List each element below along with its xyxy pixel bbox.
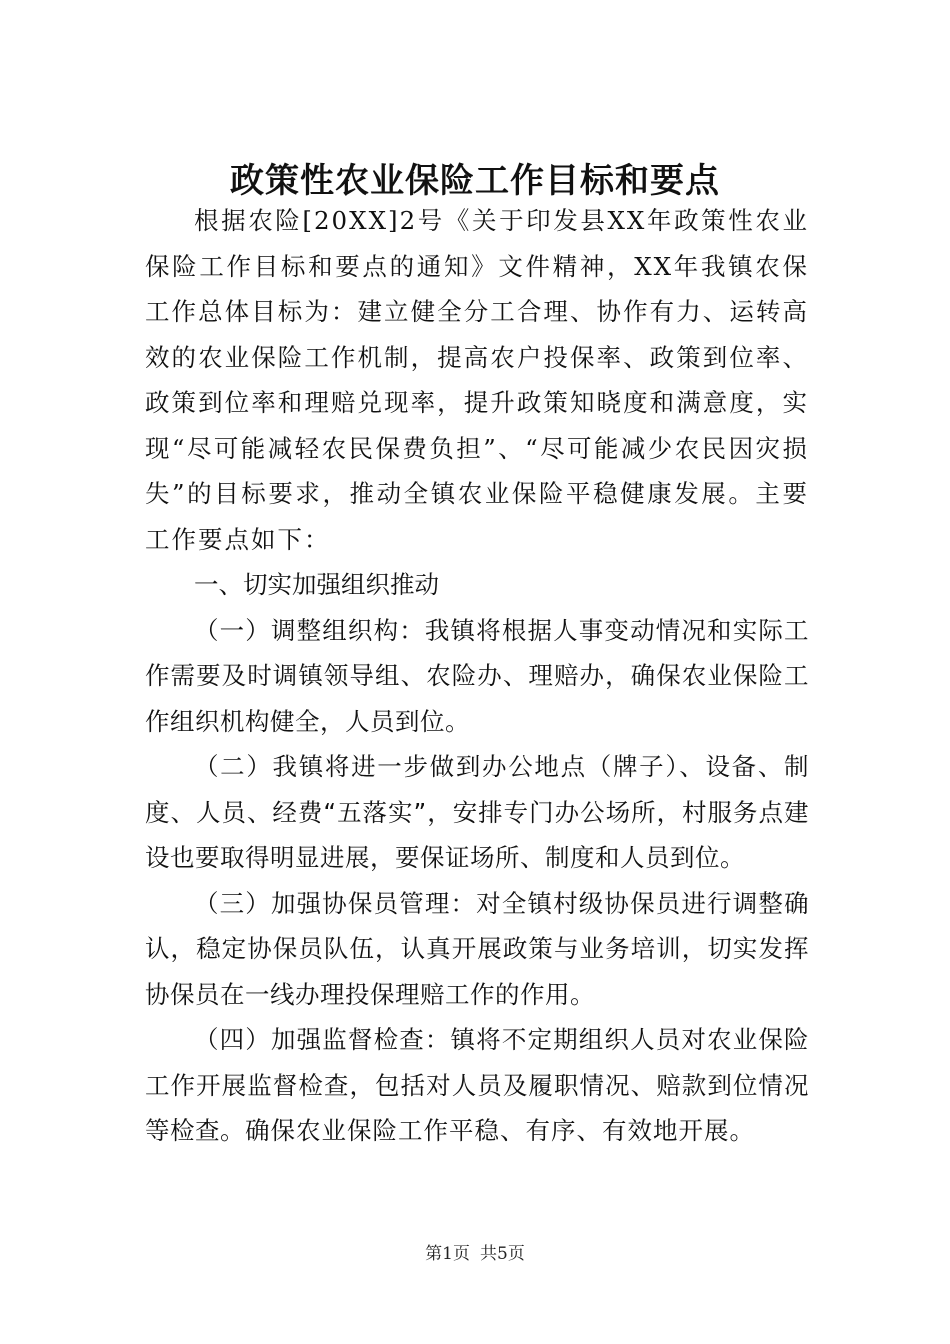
page-footer xyxy=(0,1242,950,1266)
section-heading-1: 一、切实加强组织推动 xyxy=(194,570,439,599)
item-paragraph-4-main: （四）加强监督检查：镇将不定期组织人员对农业保险工作开展监督检查，包括对人员及履职情况、赔款到位情况等检查。 xyxy=(145,1025,809,1145)
item-paragraph-4-tail: 确保农业保险工作平稳、有序、有效地开展。 xyxy=(245,1116,755,1145)
page-number-current: 第1页 xyxy=(425,1244,470,1264)
item-paragraph-1: （一）调整组织构：我镇将根据人事变动情况和实际工作需要及时调镇领导组、农险办、理赔办，确保农业保险工作组织机构健全，人员到位。 xyxy=(145,615,809,736)
page-number-total: 共5页 xyxy=(480,1244,525,1264)
item-paragraph-4 xyxy=(145,1017,809,1154)
document-body xyxy=(145,198,809,1154)
document-title: 政策性农业保险工作目标和要点 xyxy=(230,160,720,201)
item-paragraph-2: （二）我镇将进一步做到办公地点（牌子）、设备、制度、人员、经费“五落实”，安排专门办公场所，村服务点建设也要取得明显进展，要保证场所、制度和人员到位。 xyxy=(145,752,809,872)
intro-paragraph: 根据农险[20XX]2号《关于印发县XX年政策性农业保险工作目标和要点的通知》文件精神，XX年我镇农保工作总体目标为：建立健全分工合理、协作有力、运转高效的农业保险工作机制，提高农户投保率、政策到位率、政策到位率和理赔兑现率，提升政策知晓度和满意度，实现“尽可能减轻农民保费负担”、“尽可能减少农民因灾损失”的目标要求，推动全镇农业保险平稳健康发展。主要工作要点如下： xyxy=(145,206,809,554)
item-paragraph-3: （三）加强协保员管理：对全镇村级协保员进行调整确认，稳定协保员队伍，认真开展政策与业务培训，切实发挥协保员在一线办理投保理赔工作的作用。 xyxy=(145,888,809,1009)
